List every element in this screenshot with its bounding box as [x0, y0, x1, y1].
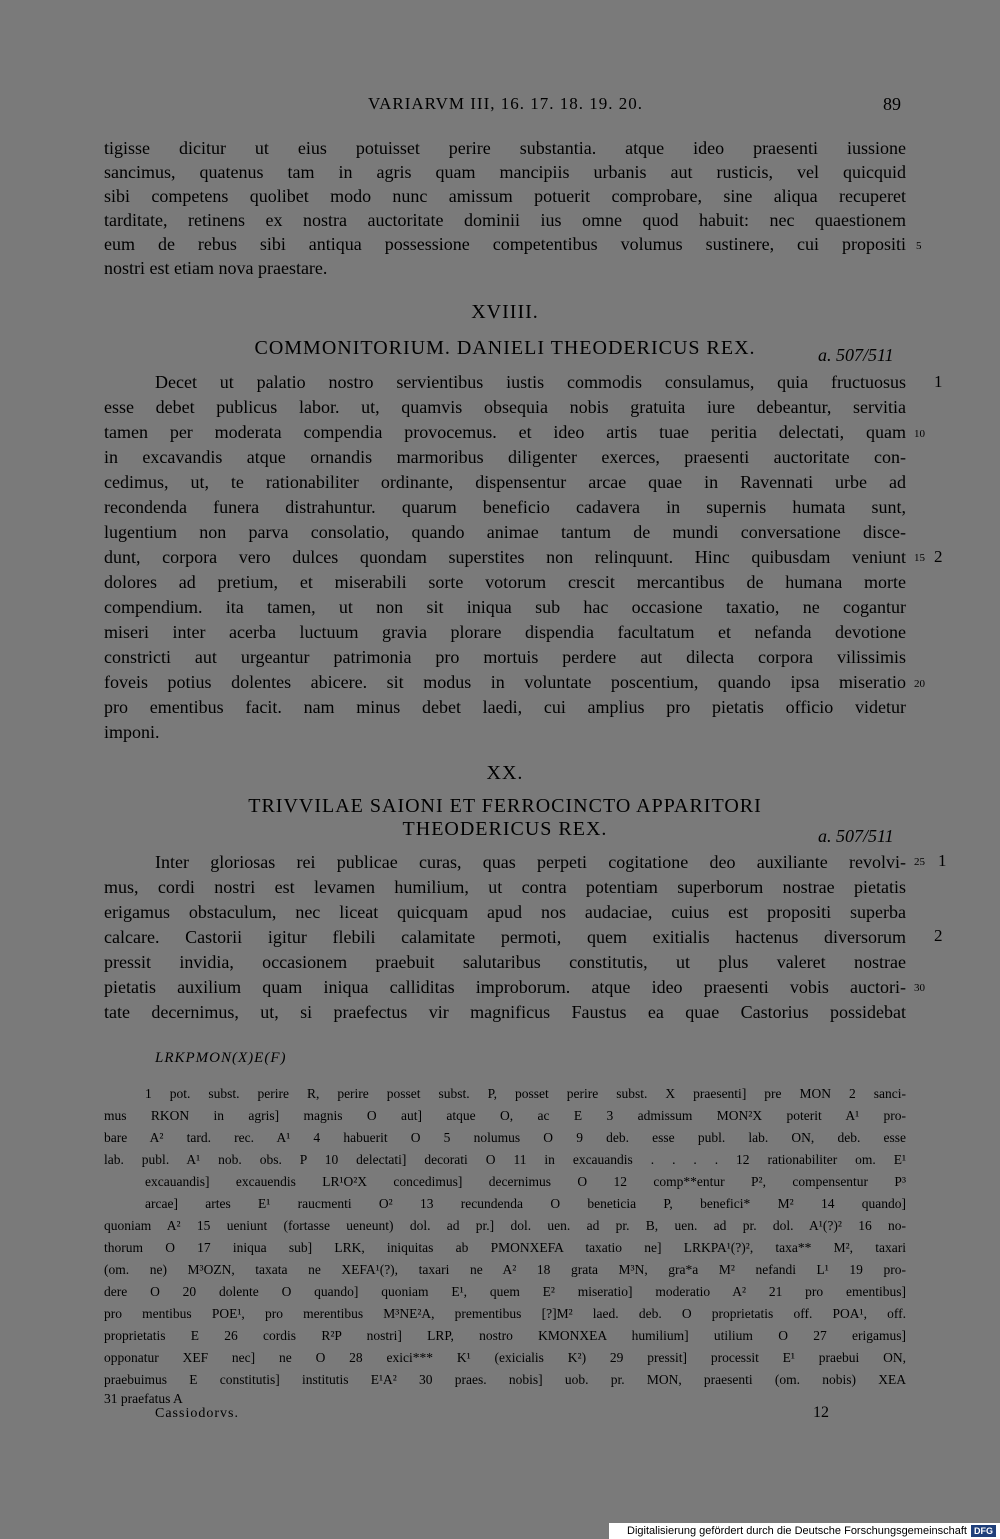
text-line: Inter gloriosas rei publicae curas, quas perpeti cogitatione deo auxiliante revolvi- — [155, 852, 906, 872]
dfg-logo: DFG — [971, 1525, 996, 1537]
text-line: pro ementibus facit. nam minus debet laedi, cui amplius pro pietatis officio videtur — [104, 697, 906, 717]
footer-signature: 12 — [813, 1404, 829, 1421]
text-line: sibi competens quolibet modo nunc amissum potuerit comprobare, sine aliqua recuperet — [104, 186, 906, 206]
line-number: 5 — [916, 240, 922, 252]
text-line: lugentium non parva consolatio, quando animae tantum de mundi conversatione disce- — [104, 522, 906, 542]
apparatus-line: (om. ne) M³OZN, taxata ne XEFA¹(?), taxari ne A² 18 grata M³N, gra*a M² nefandi L¹ 19 pro- — [104, 1262, 906, 1277]
apparatus-line: praebuimus E constitutis] institutis E¹A² 30 praes. nobis] uob. pr. MON, praesenti (om. nobis) XEA — [104, 1372, 906, 1387]
apparatus-line: 31 praefatus A — [104, 1391, 183, 1406]
paragraph-number: 2 — [934, 547, 943, 566]
apparatus-line: dere O 20 dolente O quando] quoniam E¹, quem E² miseratio] moderatio A² 21 pro ementibus] — [104, 1284, 906, 1299]
section-number: XVIIII. — [471, 301, 539, 323]
apparatus-line: mus RKON in agris] magnis O aut] atque O, ac E 3 admissum MON²X poterit A¹ pro- — [104, 1108, 906, 1123]
text-line: dolores ad pretium, et miserabili sorte votorum crescit mercantibus de humana morte — [104, 572, 906, 592]
text-line: constricti aut urgeantur patrimonia pro mortuis perdere aut dilecta corpora vilissimis — [104, 647, 906, 667]
text-line: calcare. Castorii igitur flebili calamitate permoti, quem exitialis hactenus diversorum — [104, 927, 906, 947]
text-line: sancimus, quatenus tam in agris quam mancipiis urbanis aut rusticis, vel quicquid — [104, 162, 906, 182]
banner-text: Digitalisierung gefördert durch die Deutsche Forschungsgemeinschaft — [627, 1525, 967, 1537]
page-number: 89 — [883, 94, 901, 114]
section-number: XX. — [486, 762, 524, 784]
text-line: recondenda funera distrahuntur. quarum beneficio cadavera in supernis humata sunt, — [104, 497, 906, 517]
apparatus-line: quoniam A² 15 ueniunt (fortasse ueneunt) dol. ad pr.] dol. uen. ad pr. B, uen. ad pr. dol. A¹(?)² 16 no- — [104, 1218, 906, 1233]
line-number: 15 — [914, 552, 925, 564]
text-line: mus, cordi nostri est levamen humilium, ut contra potentiam superborum nostrae pietatis — [104, 877, 906, 897]
text-line: nostri est etiam nova praestare. — [104, 258, 328, 278]
text-line: miseri inter acerba luctuum gravia plorare dispendia facultatum et nefanda devotione — [104, 622, 906, 642]
section-title-line-1: TRIVVILAE SAIONI ET FERROCINCTO APPARITORI — [248, 795, 762, 817]
line-number: 10 — [914, 428, 925, 440]
footer-author: Cassiodorvs. — [155, 1406, 239, 1421]
apparatus-line: thorum O 17 iniqua sub] LRK, iniquitas ab PMONXEFA taxatio ne] LRKPA¹(?)², taxa** M², taxari — [104, 1240, 906, 1255]
text-line: foveis potius dolentes abicere. sit modus in voluntate poscentium, quando ipsa miseratio — [104, 672, 906, 692]
section-title: COMMONITORIUM. DANIELI THEODERICUS REX. — [254, 337, 756, 359]
paragraph-number: 2 — [934, 926, 943, 945]
apparatus-line: excauandis] excauendis LR¹O²X concedimus] decernimus O 12 comp**entur P², compensentur P³ — [145, 1174, 906, 1189]
sigla: LRKPMON(X)E(F) — [155, 1050, 287, 1066]
apparatus-line: bare A² tard. rec. A¹ 4 habuerit O 5 nolumus O 9 deb. esse publ. lab. ON, deb. esse — [104, 1130, 906, 1145]
text-line: pietatis auxilium quam iniqua calliditas improborum. atque ideo praesenti vobis auctori- — [104, 977, 906, 997]
text-line: erigamus obstaculum, nec liceat quicquam apud nos audaciae, cuius est propositi superba — [104, 902, 906, 922]
text-line: compendium. ita tamen, ut non sit iniqua sub hac occasione taxatio, ne cogantur — [104, 597, 906, 617]
paragraph-number: 1 — [938, 851, 947, 870]
text-line: tamen per moderata compendia provocemus. et ideo artis tuae peritia delectati, quam — [104, 422, 906, 442]
text-line: Decet ut palatio nostro servientibus iustis commodis consulamus, quia fructuosus — [155, 372, 906, 392]
text-line: tate decernimus, ut, si praefectus vir magnificus Faustus ea quae Castorius possidebat — [104, 1002, 906, 1022]
apparatus-line: proprietatis E 26 cordis R²P nostri] LRP, nostro KMONXEA humilium] utilium O 27 erigamus] — [104, 1328, 906, 1343]
text-line: imponi. — [104, 722, 160, 742]
apparatus-line: opponatur XEF nec] ne O 28 exici*** K¹ (exicialis K²) 29 pressit] processit E¹ praebui ON, — [104, 1350, 906, 1365]
text-line: cedimus, ut, te rationabiliter ordinante, dispensentur arcae quae in Ravennati urbe ad — [104, 472, 906, 492]
paragraph-number: 1 — [934, 372, 943, 391]
section-date: a. 507/511 — [818, 826, 894, 846]
section-date: a. 507/511 — [818, 345, 894, 365]
section-title-line-2: THEODERICUS REX. — [402, 818, 608, 840]
apparatus-line: pro mentibus POE¹, pro merentibus M³NE²A, prementibus [?]M² laed. deb. O proprietatis off. POA¹, off. — [104, 1306, 906, 1321]
text-line: eum de rebus sibi antiqua possessione competentibus volumus sustinere, cui propositi — [104, 234, 906, 254]
dfg-banner — [609, 1523, 1000, 1539]
running-header: VARIARVM III, 16. 17. 18. 19. 20. — [368, 94, 643, 113]
text-line: in excavandis atque ornandis marmoribus diligenter exerces, praesenti auctoritate con- — [104, 447, 906, 467]
text-line: esse debet publicus labor. ut, quamvis obsequia nobis gratuita iure debeantur, servitia — [104, 397, 906, 417]
line-number: 30 — [914, 982, 925, 994]
text-line: dunt, corpora vero dulces quondam superstites non relinquunt. Hinc quibusdam veniunt — [104, 547, 906, 567]
text-line: tarditate, retinens ex nostra auctoritate dominii ius omne quod habuit: nec quaestionem — [104, 210, 906, 230]
apparatus-line: 1 pot. subst. perire R, perire posset subst. P, posset perire subst. X praesenti] pre MON 2 sanci- — [145, 1086, 906, 1101]
apparatus-line: arcae] artes E¹ raucmenti O² 13 recundenda O beneticia P, benefici* M² 14 quando] — [145, 1196, 906, 1211]
text-line: tigisse dicitur ut eius potuisset perire substantia. atque ideo praesenti iussione — [104, 138, 906, 158]
text-line: pressit invidia, occasionem praebuit salutaribus constitutis, ut plus valeret nostrae — [104, 952, 906, 972]
apparatus-line: lab. publ. A¹ nob. obs. P 10 delectati] decorati O 11 in excauandis . . . . 12 rationabiliter om. E¹ — [104, 1152, 906, 1167]
line-number: 25 — [914, 856, 925, 868]
line-number: 20 — [914, 678, 925, 690]
